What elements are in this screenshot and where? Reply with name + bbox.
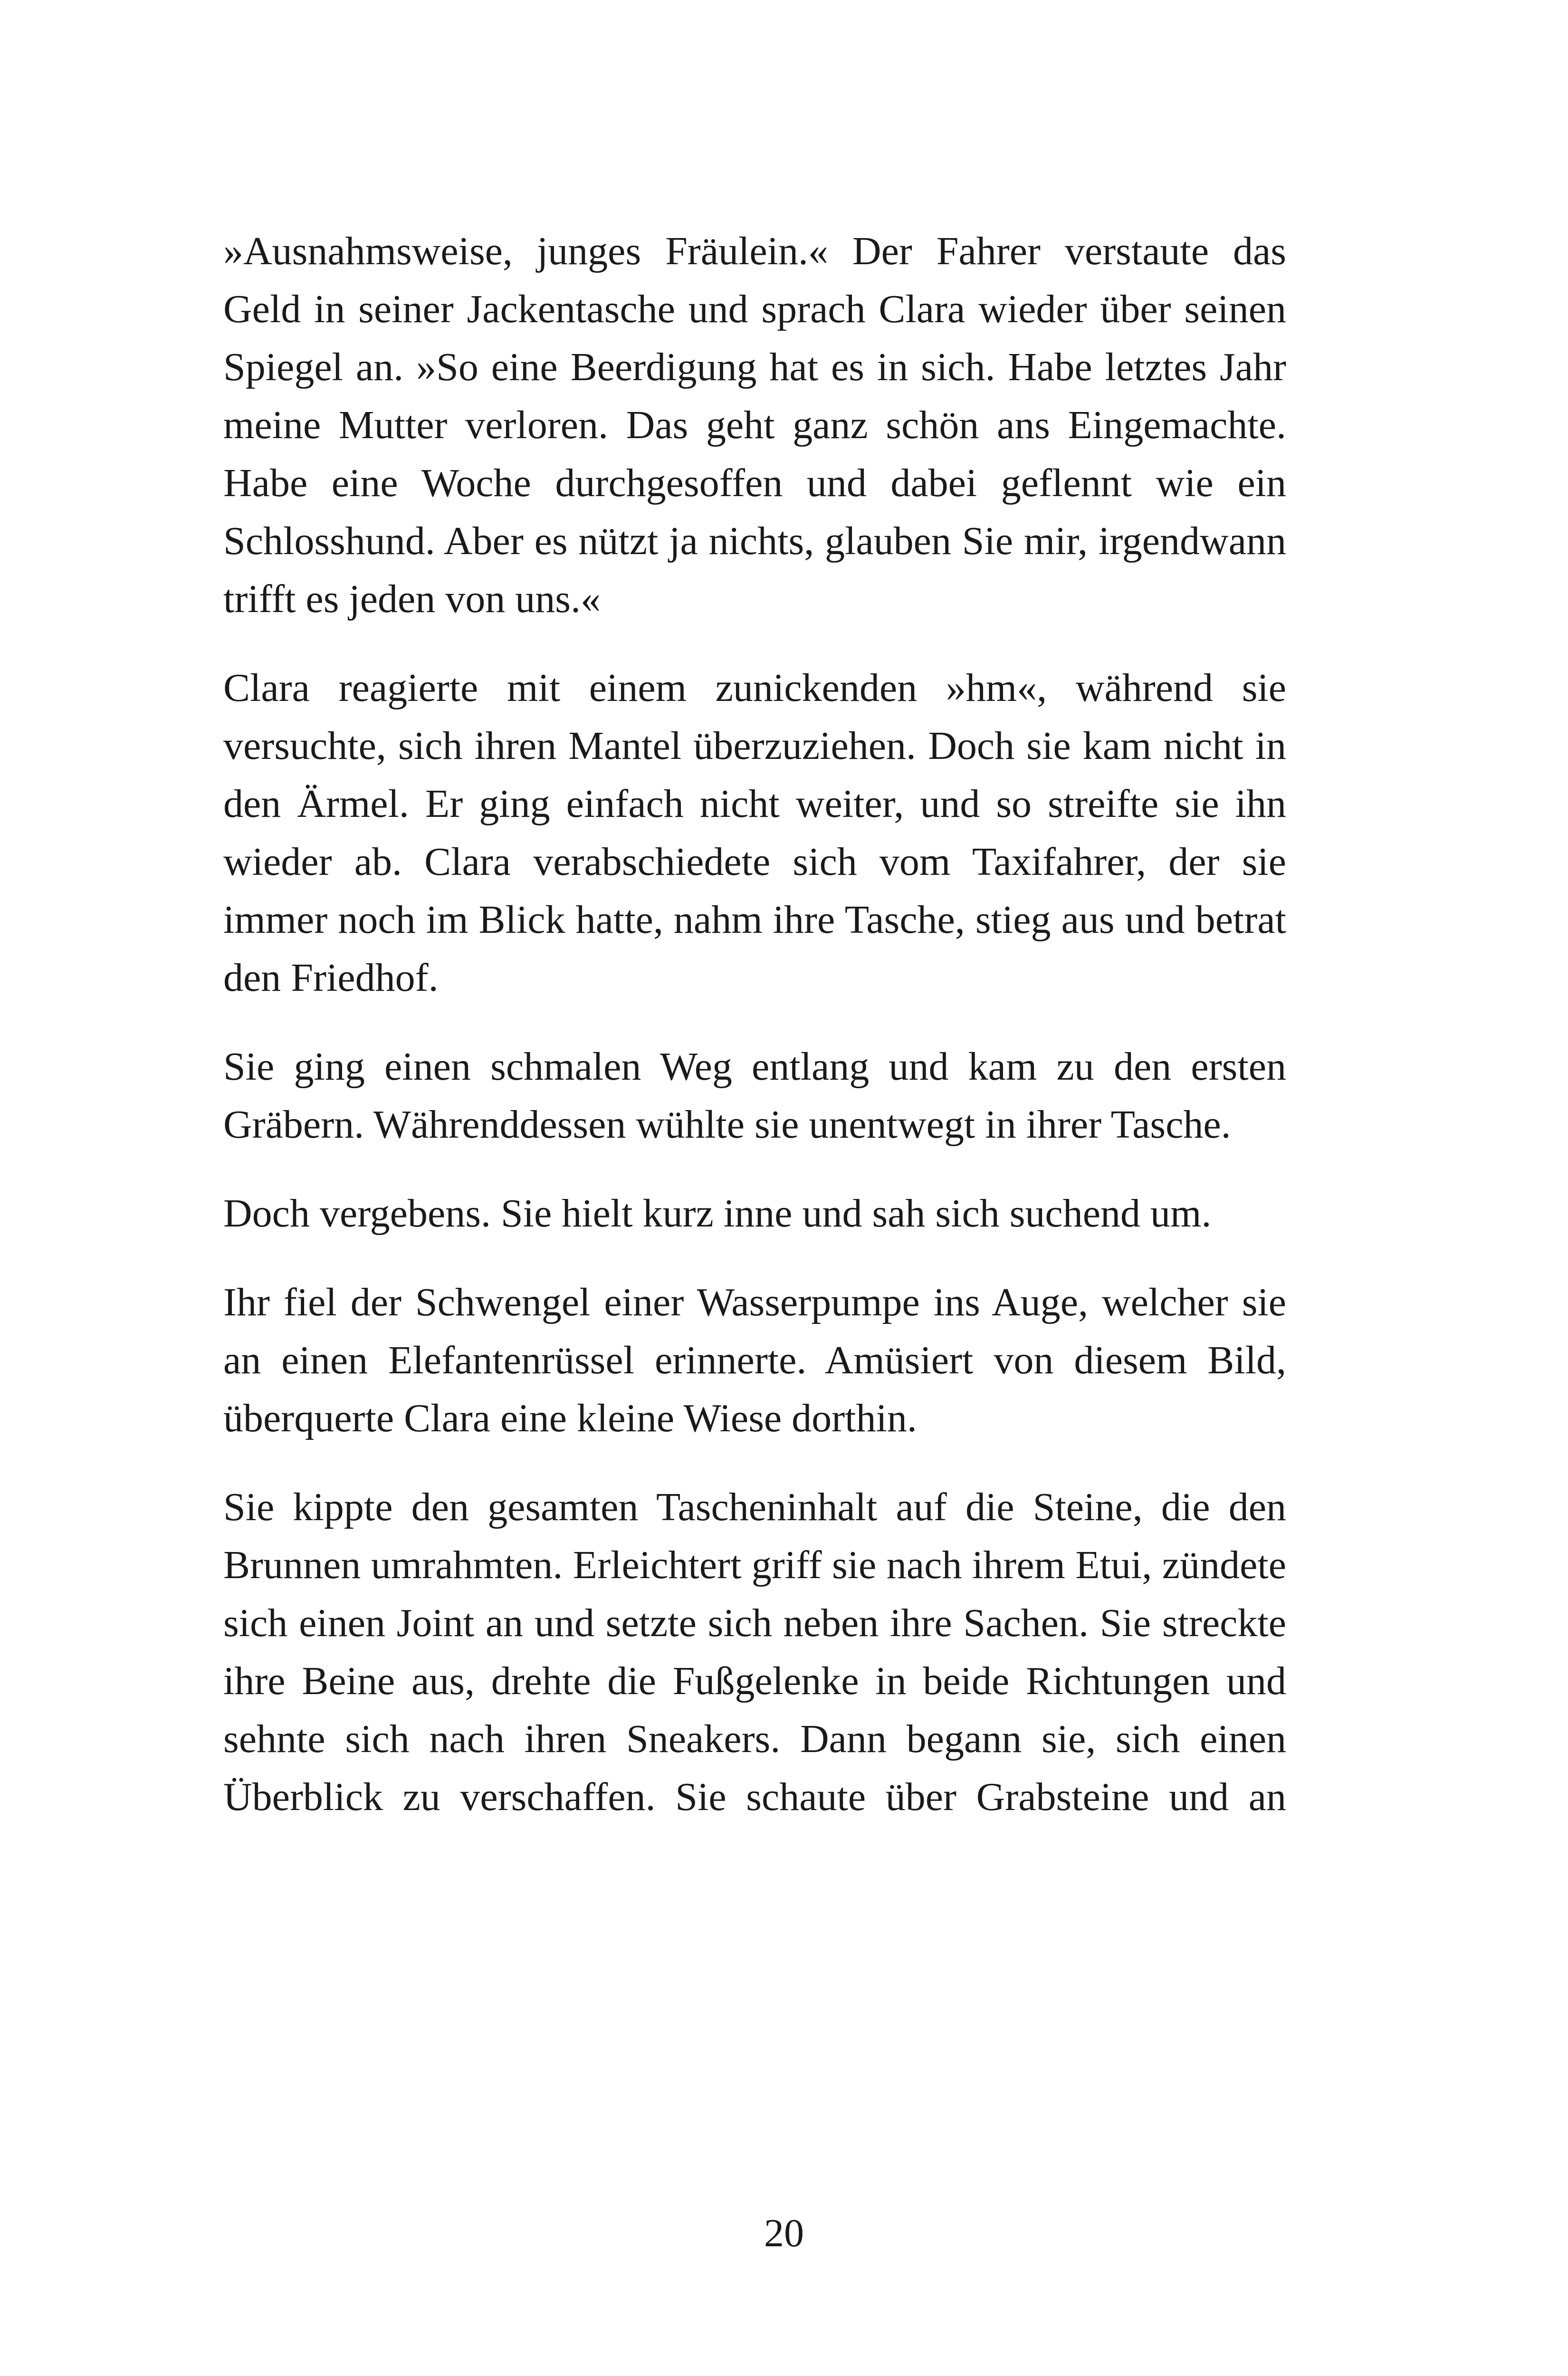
page-number: 20 [764,2211,804,2255]
paragraph: Ihr fiel der Schwengel einer Wasserpumpe ins Auge, welcher sie an einen Elefantenrüssel erinnerte. Amüsiert von diesem Bild, überquerte Clara eine kleine Wiese dorthin. [223,1280,1286,1440]
paragraph: Doch vergebens. Sie hielt kurz inne und sah sich suchend um. [223,1191,1212,1236]
paragraph: Clara reagierte mit einem zunickenden »hm«, während sie versuchte, sich ihren Mantel überzuziehen. Doch sie kam nicht in den Ärmel. Er ging einfach nicht weiter, und so streifte sie ihn wieder ab. Clara verabschiedete sich vom Taxifahrer, der sie immer noch im Blick hatte, nahm ihre Tasche, stieg aus und betrat den Friedhof. [223,666,1286,1000]
paragraph: »Ausnahmsweise, junges Fräulein.« Der Fahrer verstaute das Geld in seiner Jackentasche und sprach Clara wieder über seinen Spiegel an. »So eine Beerdigung hat es in sich. Habe letztes Jahr meine Mutter verloren. Das geht ganz schön ans Eingemachte. Habe eine Woche durchgesoffen und dabei geflennt wie ein Schlosshund. Aber es nützt ja nichts, glauben Sie mir, irgendwann trifft es jeden von uns.« [223,229,1286,621]
paragraph: Sie kippte den gesamten Tascheninhalt auf die Steine, die den Brunnen umrahmten. Erleichtert griff sie nach ihrem Etui, zündete sich einen Joint an und setzte sich neben ihre Sachen. Sie streckte ihre Beine aus, drehte die Fußgelenke in beide Richtungen und sehnte sich nach ihren Sneakers. Dann begann sie, sich einen Überblick zu verschaffen. Sie schaute über Grabsteine und an [223,1485,1286,1819]
paragraph: Sie ging einen schmalen Weg entlang und kam zu den ersten Gräbern. Währenddessen wühlte sie unentwegt in ihrer Tasche. [223,1044,1286,1147]
body-text [223,222,1286,1857]
